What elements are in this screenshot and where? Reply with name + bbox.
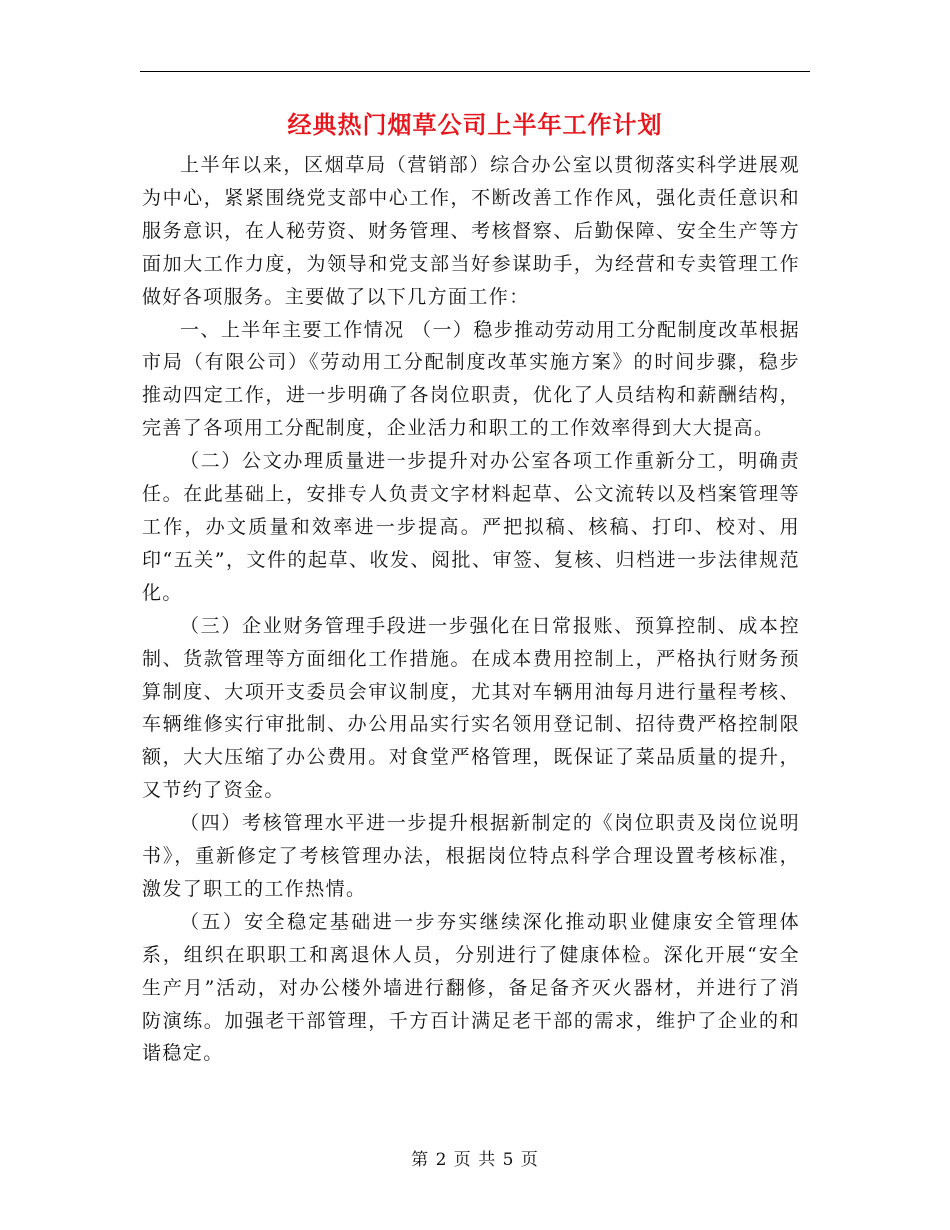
- header-rule: [140, 71, 810, 72]
- document-body: [142, 149, 800, 1070]
- paragraph-section-3: （三）企业财务管理手段进一步强化在日常报账、预算控制、成本控制、货款管理等方面细化工作措施。在成本费用控制上，严格执行财务预算制度、大项开支委员会审议制度，尤其对车辆用油每月进行量程考核、车辆维修实行审批制、办公用品实行实名领用登记制、招待费严格控制限额，大大压缩了办公费用。对食堂严格管理，既保证了菜品质量的提升，又节约了资金。: [142, 614, 800, 802]
- paragraph-section-4: （四）考核管理水平进一步提升根据新制定的《岗位职责及岗位说明书》，重新修定了考核管理办法，根据岗位特点科学合理设置考核标准，激发了职工的工作热情。: [142, 812, 800, 900]
- paragraph-intro: 上半年以来，区烟草局（营销部）综合办公室以贯彻落实科学进展观为中心，紧紧围绕党支部中心工作，不断改善工作作风，强化责任意识和服务意识，在人秘劳资、财务管理、考核督察、后勤保障、安全生产等方面加大工作力度，为领导和党支部当好参谋助手，为经营和专卖管理工作做好各项服务。主要做了以下几方面工作：: [142, 154, 800, 308]
- paragraph-section-5: （五）安全稳定基础进一步夯实继续深化推动职业健康安全管理体系，组织在职职工和离退休人员，分别进行了健康体检。深化开展“安全生产月”活动，对办公楼外墙进行翻修，备足备齐灭火器材，并进行了消防演练。加强老干部管理，千方百计满足老干部的需求，维护了企业的和谐稳定。: [142, 910, 800, 1065]
- page-number-footer: 第 2 页 共 5 页: [411, 1150, 539, 1170]
- document-title: 经典热门烟草公司上半年工作计划: [287, 110, 663, 139]
- paragraph-section-2: （二）公文办理质量进一步提升对办公室各项工作重新分工，明确责任。在此基础上，安排专人负责文字材料起草、公文流转以及档案管理等工作，办文质量和效率进一步提高。严把拟稿、核稿、打印、校对、用印“五关”，文件的起草、收发、阅批、审签、复核、归档进一步法律规范化。: [142, 450, 800, 604]
- paragraph-section-1: 一、上半年主要工作情况 （一）稳步推动劳动用工分配制度改革根据市局（有限公司）《劳动用工分配制度改革实施方案》的时间步骤，稳步推动四定工作，进一步明确了各岗位职责，优化了人员结构和薪酬结构，完善了各项用工分配制度，企业活力和职工的工作效率得到大大提高。: [142, 318, 800, 440]
